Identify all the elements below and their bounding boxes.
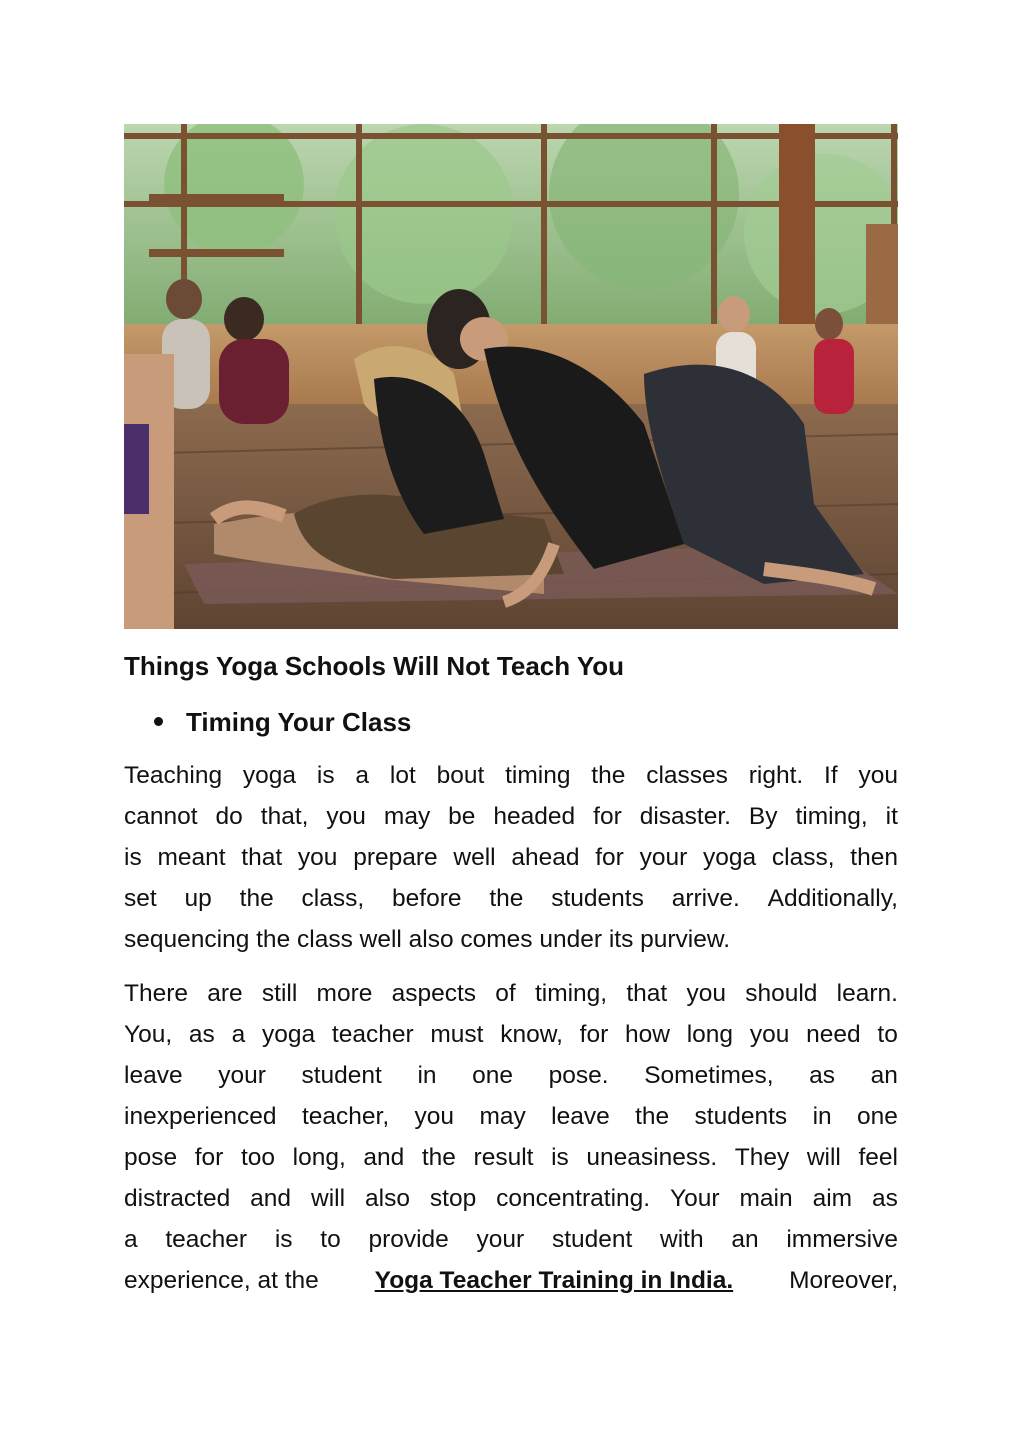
word: for xyxy=(593,803,622,830)
word: timing xyxy=(505,762,571,789)
paragraph-1-line xyxy=(124,878,898,919)
word: more xyxy=(316,980,373,1007)
section-heading: Things Yoga Schools Will Not Teach You xyxy=(124,651,625,681)
word: a xyxy=(355,762,370,789)
paragraph-1-line xyxy=(124,796,898,837)
word: bout xyxy=(436,762,485,789)
word: may xyxy=(479,1103,526,1130)
word: know, xyxy=(500,1021,563,1048)
word: an xyxy=(870,1062,898,1089)
word: the xyxy=(591,762,626,789)
paragraph-1-line xyxy=(124,837,898,878)
word: you xyxy=(749,1021,790,1048)
word: are xyxy=(207,980,243,1007)
paragraph-2-line xyxy=(124,1178,898,1219)
word: cannot xyxy=(124,803,198,830)
word: pose. xyxy=(548,1062,609,1089)
bullet-icon xyxy=(154,717,163,726)
word: feel xyxy=(858,1144,898,1171)
bullet-item-timing-your-class xyxy=(154,702,898,742)
word: yoga xyxy=(242,762,297,789)
paragraph-2-line xyxy=(124,1219,898,1260)
word: may xyxy=(383,803,431,830)
word: up xyxy=(184,885,212,912)
word: long xyxy=(686,1021,734,1048)
word: it xyxy=(885,803,898,830)
word: concentrating. xyxy=(496,1185,651,1212)
word: should xyxy=(745,980,818,1007)
word: right. xyxy=(748,762,804,789)
word: is xyxy=(316,762,335,789)
word: the xyxy=(635,1103,670,1130)
word: still xyxy=(261,980,298,1007)
word: Teaching xyxy=(124,762,223,789)
word: teacher, xyxy=(301,1103,390,1130)
word: provide xyxy=(368,1226,449,1253)
word: classes xyxy=(646,762,728,789)
word: student xyxy=(301,1062,382,1089)
word: They xyxy=(734,1144,790,1171)
word: pose xyxy=(124,1144,178,1171)
word: students xyxy=(551,885,644,912)
paragraph-2 xyxy=(124,973,898,1301)
word: then xyxy=(850,844,898,871)
word: timing, xyxy=(534,980,608,1007)
word: main xyxy=(739,1185,793,1212)
word: and xyxy=(363,1144,405,1171)
yoga-teacher-training-link[interactable]: Yoga Teacher Training in India. xyxy=(374,1267,734,1294)
last-line-after-link: Moreover, xyxy=(789,1267,898,1294)
word: teacher xyxy=(165,1226,248,1253)
word: to xyxy=(877,1021,898,1048)
word: your xyxy=(476,1226,525,1253)
word: for xyxy=(194,1144,224,1171)
word: too xyxy=(240,1144,276,1171)
word: will xyxy=(806,1144,841,1171)
word: you xyxy=(414,1103,455,1130)
word: your xyxy=(218,1062,266,1089)
word: that, xyxy=(260,803,309,830)
word: Sometimes, xyxy=(644,1062,774,1089)
word: also xyxy=(365,1185,410,1212)
word: with xyxy=(660,1226,704,1253)
word: There xyxy=(124,980,189,1007)
paragraph-1-line xyxy=(124,755,898,796)
word: do xyxy=(215,803,243,830)
word: the xyxy=(239,885,274,912)
word: as xyxy=(809,1062,836,1089)
yoga-photo-illustration xyxy=(124,124,898,629)
word: leave xyxy=(551,1103,610,1130)
word: a xyxy=(231,1021,246,1048)
word: is xyxy=(274,1226,293,1253)
word: one xyxy=(472,1062,514,1089)
bullet-label: Timing Your Class xyxy=(186,707,412,737)
word: If xyxy=(824,762,838,789)
word: Your xyxy=(670,1185,720,1212)
word: prepare xyxy=(353,844,438,871)
word: your xyxy=(639,844,688,871)
word: yoga xyxy=(261,1021,316,1048)
paragraph-2-line xyxy=(124,973,898,1014)
paragraph-2-line xyxy=(124,1137,898,1178)
word: that xyxy=(626,980,668,1007)
word: arrive. xyxy=(671,885,740,912)
yoga-class-photo xyxy=(124,124,898,629)
word: set xyxy=(124,885,157,912)
word: lot xyxy=(389,762,416,789)
word: as xyxy=(188,1021,215,1048)
paragraph-2-line xyxy=(124,1055,898,1096)
word: for xyxy=(579,1021,609,1048)
word: a xyxy=(124,1226,138,1253)
word: leave xyxy=(124,1062,183,1089)
word: will xyxy=(311,1185,346,1212)
word: the xyxy=(489,885,524,912)
word: Additionally, xyxy=(767,885,898,912)
word: is xyxy=(551,1144,569,1171)
paragraph-2-line xyxy=(124,1096,898,1137)
word: in xyxy=(812,1103,832,1130)
word: before xyxy=(392,885,462,912)
word: student xyxy=(551,1226,633,1253)
paragraph-2-line xyxy=(124,1014,898,1055)
paragraph-2-last-line xyxy=(124,1260,898,1301)
word: you xyxy=(858,762,898,789)
word: learn. xyxy=(836,980,898,1007)
word: be xyxy=(448,803,476,830)
word: disaster. xyxy=(639,803,731,830)
word: class, xyxy=(301,885,365,912)
word: in xyxy=(417,1062,437,1089)
word: as xyxy=(872,1185,898,1212)
word: distracted xyxy=(124,1185,231,1212)
word: teacher xyxy=(331,1021,414,1048)
paragraph-1-line: sequencing the class well also comes under its purview. xyxy=(124,926,731,953)
word: the xyxy=(421,1144,456,1171)
word: immersive xyxy=(786,1226,898,1253)
word: that xyxy=(241,844,283,871)
word: need xyxy=(806,1021,861,1048)
word: inexperienced xyxy=(124,1103,277,1130)
word: an xyxy=(731,1226,759,1253)
word: and xyxy=(250,1185,292,1212)
word: well xyxy=(453,844,496,871)
word: By xyxy=(748,803,778,830)
word: aspects xyxy=(391,980,477,1007)
word: yoga xyxy=(703,844,757,871)
word: students xyxy=(694,1103,788,1130)
word: uneasiness. xyxy=(586,1144,718,1171)
word: meant xyxy=(157,844,226,871)
word: timing, xyxy=(795,803,868,830)
word: aim xyxy=(812,1185,853,1212)
word: is xyxy=(124,844,142,871)
word: you xyxy=(326,803,366,830)
word: must xyxy=(430,1021,484,1048)
word: one xyxy=(857,1103,898,1130)
last-line-before-link: experience, at the xyxy=(124,1267,319,1294)
word: You, xyxy=(124,1021,173,1048)
word: for xyxy=(595,844,624,871)
word: ahead xyxy=(511,844,580,871)
paragraph-1 xyxy=(124,755,898,960)
word: of xyxy=(495,980,516,1007)
word: long, xyxy=(292,1144,346,1171)
word: headed xyxy=(493,803,576,830)
word: how xyxy=(625,1021,670,1048)
word: you xyxy=(686,980,726,1007)
word: to xyxy=(320,1226,341,1253)
word: result xyxy=(473,1144,534,1171)
word: stop xyxy=(429,1185,477,1212)
word: you xyxy=(297,844,338,871)
word: class, xyxy=(771,844,835,871)
